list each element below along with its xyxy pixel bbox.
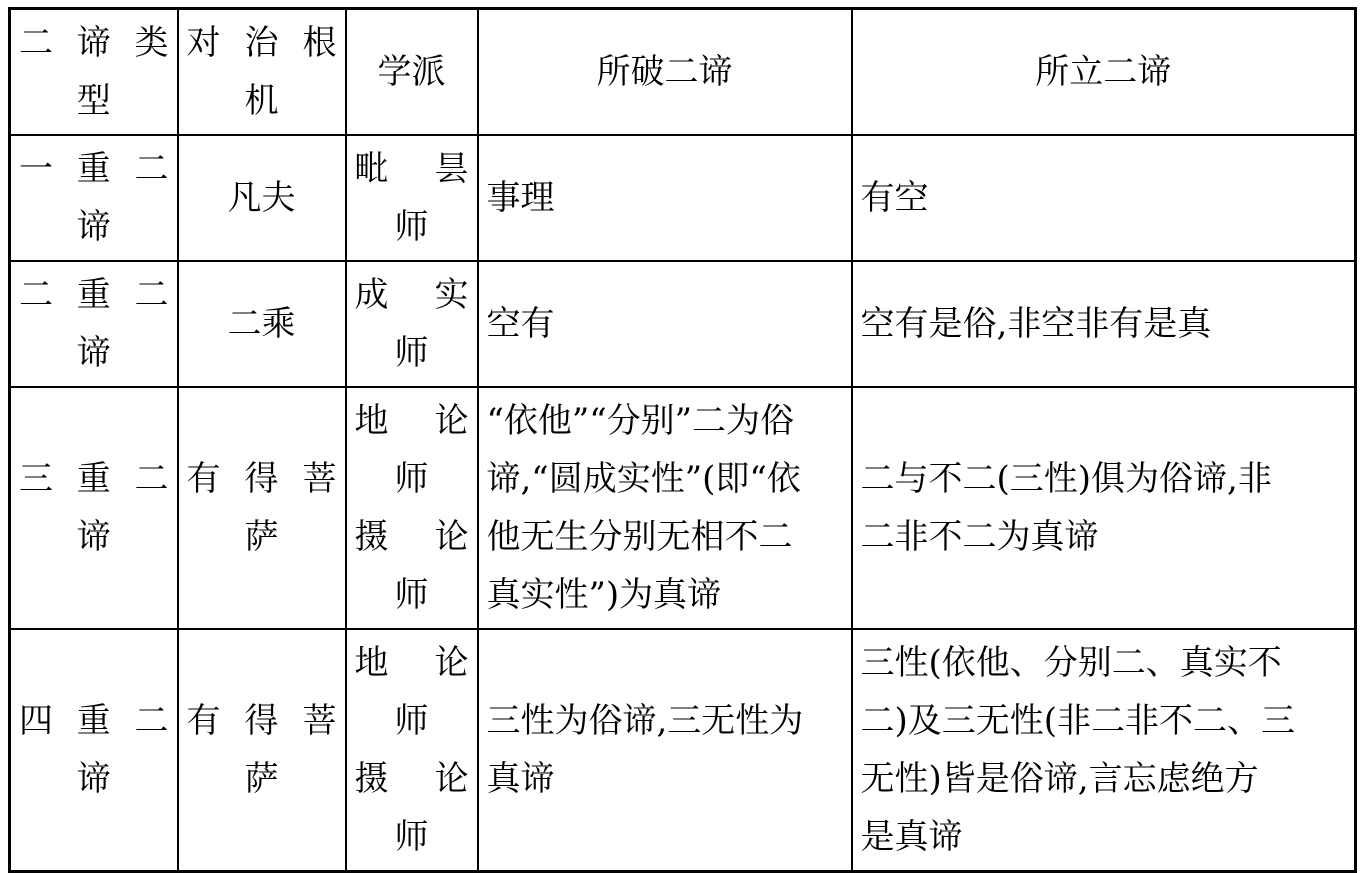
cell-type: 一 重 二 谛 — [10, 135, 178, 261]
cell-school: 地 论 师 摄 论 师 — [346, 387, 478, 629]
cell-type: 四 重 二 谛 — [10, 629, 178, 872]
cell-root: 二乘 — [178, 261, 346, 387]
header-school: 学派 — [346, 9, 478, 136]
two-truths-table-container — [8, 7, 1354, 857]
cell-established: 二与不二(三性)俱为俗谛,非 二非不二为真谛 — [852, 387, 1356, 629]
header-root: 对 治 根 机 — [178, 9, 346, 136]
cell-school: 毗 昙 师 — [346, 135, 478, 261]
cell-established: 空有是俗,非空非有是真 — [852, 261, 1356, 387]
header-row — [10, 9, 1356, 136]
cell-school: 成 实 师 — [346, 261, 478, 387]
table-row — [10, 387, 1356, 629]
table-row — [10, 629, 1356, 872]
cell-refuted: “依他”“分别”二为俗 谛,“圆成实性”(即“依 他无生分别无相不二 真实性”)为真谛 — [478, 387, 852, 629]
cell-type: 二 重 二 谛 — [10, 261, 178, 387]
cell-root: 有 得 菩 萨 — [178, 629, 346, 872]
header-refuted: 所破二谛 — [478, 9, 852, 136]
cell-established: 三性(依他、分别二、真实不 二)及三无性(非二非不二、三 无性)皆是俗谛,言忘虑绝方 是真谛 — [852, 629, 1356, 872]
cell-refuted: 事理 — [478, 135, 852, 261]
header-type: 二 谛 类 型 — [10, 9, 178, 136]
cell-refuted: 空有 — [478, 261, 852, 387]
cell-type: 三 重 二 谛 — [10, 387, 178, 629]
cell-school: 地 论 师 摄 论 师 — [346, 629, 478, 872]
cell-root: 有 得 菩 萨 — [178, 387, 346, 629]
two-truths-table — [8, 7, 1357, 873]
header-established: 所立二谛 — [852, 9, 1356, 136]
table-row — [10, 261, 1356, 387]
cell-root: 凡夫 — [178, 135, 346, 261]
cell-established: 有空 — [852, 135, 1356, 261]
cell-refuted: 三性为俗谛,三无性为 真谛 — [478, 629, 852, 872]
table-row — [10, 135, 1356, 261]
